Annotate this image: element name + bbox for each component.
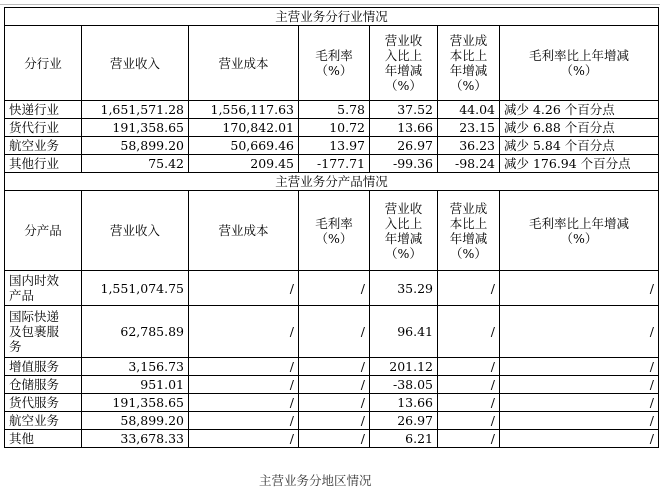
revenue-cell: 1,551,074.75 xyxy=(82,271,189,306)
cost-cell: 50,669.46 xyxy=(189,137,299,155)
revenue-cell: 191,358.65 xyxy=(82,394,189,412)
cost-na-mark: / xyxy=(189,430,299,448)
margin-cell: 10.72 xyxy=(299,119,370,137)
industry-name: 航空业务 xyxy=(5,137,82,155)
table-row xyxy=(5,306,659,358)
cost-na-mark: / xyxy=(189,271,299,306)
margin-change-na-mark: / xyxy=(500,358,659,376)
cost-cell: 170,842.01 xyxy=(189,119,299,137)
cost-cell: 1,556,117.63 xyxy=(189,101,299,119)
revenue-cell: 58,899.20 xyxy=(82,137,189,155)
cost-change-na-mark: / xyxy=(438,394,500,412)
revenue-change-cell: 13.66 xyxy=(370,119,438,137)
product-name: 航空业务 xyxy=(5,412,82,430)
revenue-cell: 75.42 xyxy=(82,155,189,173)
revenue-cell: 62,785.89 xyxy=(82,306,189,358)
margin-cell: 13.97 xyxy=(299,137,370,155)
margin-change-cell: 减少 6.88 个百分点 xyxy=(500,119,659,137)
cost-change-header: 营业成 本比上 年增减 （%） xyxy=(438,26,500,101)
cost-change-cell: 44.04 xyxy=(438,101,500,119)
margin-change-na-mark: / xyxy=(500,394,659,412)
revenue-change-cell: -99.36 xyxy=(370,155,438,173)
revenue-header: 营业收入 xyxy=(82,191,189,271)
revenue-change-header: 营业收 入比上 年增减 （%） xyxy=(370,191,438,271)
margin-na-mark: / xyxy=(299,394,370,412)
main-business-table xyxy=(4,7,659,448)
segment-header: 分产品 xyxy=(5,191,82,271)
cost-na-mark: / xyxy=(189,376,299,394)
business-table-sheet xyxy=(4,7,658,448)
margin-header: 毛利率 （%） xyxy=(299,26,370,101)
margin-change-header: 毛利率比上年增减 （%） xyxy=(500,191,659,271)
cost-change-na-mark: / xyxy=(438,376,500,394)
cost-change-na-mark: / xyxy=(438,271,500,306)
cost-header: 营业成本 xyxy=(189,191,299,271)
margin-na-mark: / xyxy=(299,358,370,376)
cost-change-na-mark: / xyxy=(438,412,500,430)
table-row xyxy=(5,119,659,137)
industry-name: 货代行业 xyxy=(5,119,82,137)
margin-change-cell: 减少 5.84 个百分点 xyxy=(500,137,659,155)
cost-change-cell: -98.24 xyxy=(438,155,500,173)
product-section-title: 主营业务分产品情况 xyxy=(5,173,659,191)
table-row xyxy=(5,358,659,376)
revenue-cell: 33,678.33 xyxy=(82,430,189,448)
cost-cell: 209.45 xyxy=(189,155,299,173)
table-row xyxy=(5,412,659,430)
table-row xyxy=(5,271,659,306)
product-name: 仓储服务 xyxy=(5,376,82,394)
revenue-change-cell: 96.41 xyxy=(370,306,438,358)
revenue-change-cell: -38.05 xyxy=(370,376,438,394)
product-name: 货代服务 xyxy=(5,394,82,412)
cost-change-na-mark: / xyxy=(438,430,500,448)
margin-change-header: 毛利率比上年增减 （%） xyxy=(500,26,659,101)
revenue-change-cell: 6.21 xyxy=(370,430,438,448)
revenue-cell: 951.01 xyxy=(82,376,189,394)
table-row xyxy=(5,376,659,394)
cost-change-cell: 36.23 xyxy=(438,137,500,155)
revenue-cell: 191,358.65 xyxy=(82,119,189,137)
margin-na-mark: / xyxy=(299,271,370,306)
revenue-header: 营业收入 xyxy=(82,26,189,101)
table-row xyxy=(5,394,659,412)
margin-na-mark: / xyxy=(299,376,370,394)
cost-change-na-mark: / xyxy=(438,306,500,358)
margin-change-na-mark: / xyxy=(500,271,659,306)
product-name: 国内时效 产品 xyxy=(5,271,82,306)
margin-change-na-mark: / xyxy=(500,306,659,358)
cost-header: 营业成本 xyxy=(189,26,299,101)
industry-section-title: 主营业务分行业情况 xyxy=(5,8,659,26)
margin-change-na-mark: / xyxy=(500,376,659,394)
margin-change-na-mark: / xyxy=(500,412,659,430)
cost-na-mark: / xyxy=(189,412,299,430)
next-section-title: 主营业务分地区情况 xyxy=(259,473,372,488)
revenue-change-cell: 26.97 xyxy=(370,137,438,155)
cost-na-mark: / xyxy=(189,394,299,412)
cost-change-header: 营业成 本比上 年增减 （%） xyxy=(438,191,500,271)
revenue-change-cell: 13.66 xyxy=(370,394,438,412)
cost-na-mark: / xyxy=(189,358,299,376)
table-row xyxy=(5,101,659,119)
revenue-change-cell: 35.29 xyxy=(370,271,438,306)
revenue-change-cell: 26.97 xyxy=(370,412,438,430)
revenue-cell: 58,899.20 xyxy=(82,412,189,430)
top-edge-fragment xyxy=(0,0,660,6)
revenue-change-header: 营业收 入比上 年增减 （%） xyxy=(370,26,438,101)
margin-change-cell: 减少 4.26 个百分点 xyxy=(500,101,659,119)
cost-change-na-mark: / xyxy=(438,358,500,376)
margin-change-cell: 减少 176.94 个百分点 xyxy=(500,155,659,173)
margin-na-mark: / xyxy=(299,306,370,358)
product-name: 国际快递 及包裹服 务 xyxy=(5,306,82,358)
revenue-change-cell: 37.52 xyxy=(370,101,438,119)
next-section-cut-off xyxy=(4,473,658,488)
table-row xyxy=(5,137,659,155)
revenue-cell: 3,156.73 xyxy=(82,358,189,376)
cost-change-cell: 23.15 xyxy=(438,119,500,137)
margin-na-mark: / xyxy=(299,430,370,448)
table-row xyxy=(5,430,659,448)
cost-na-mark: / xyxy=(189,306,299,358)
revenue-change-cell: 201.12 xyxy=(370,358,438,376)
revenue-cell: 1,651,571.28 xyxy=(82,101,189,119)
product-name: 增值服务 xyxy=(5,358,82,376)
industry-name: 快递行业 xyxy=(5,101,82,119)
industry-name: 其他行业 xyxy=(5,155,82,173)
product-name: 其他 xyxy=(5,430,82,448)
margin-change-na-mark: / xyxy=(500,430,659,448)
segment-header: 分行业 xyxy=(5,26,82,101)
margin-header: 毛利率 （%） xyxy=(299,191,370,271)
margin-cell: -177.71 xyxy=(299,155,370,173)
margin-na-mark: / xyxy=(299,412,370,430)
table-row xyxy=(5,155,659,173)
margin-cell: 5.78 xyxy=(299,101,370,119)
